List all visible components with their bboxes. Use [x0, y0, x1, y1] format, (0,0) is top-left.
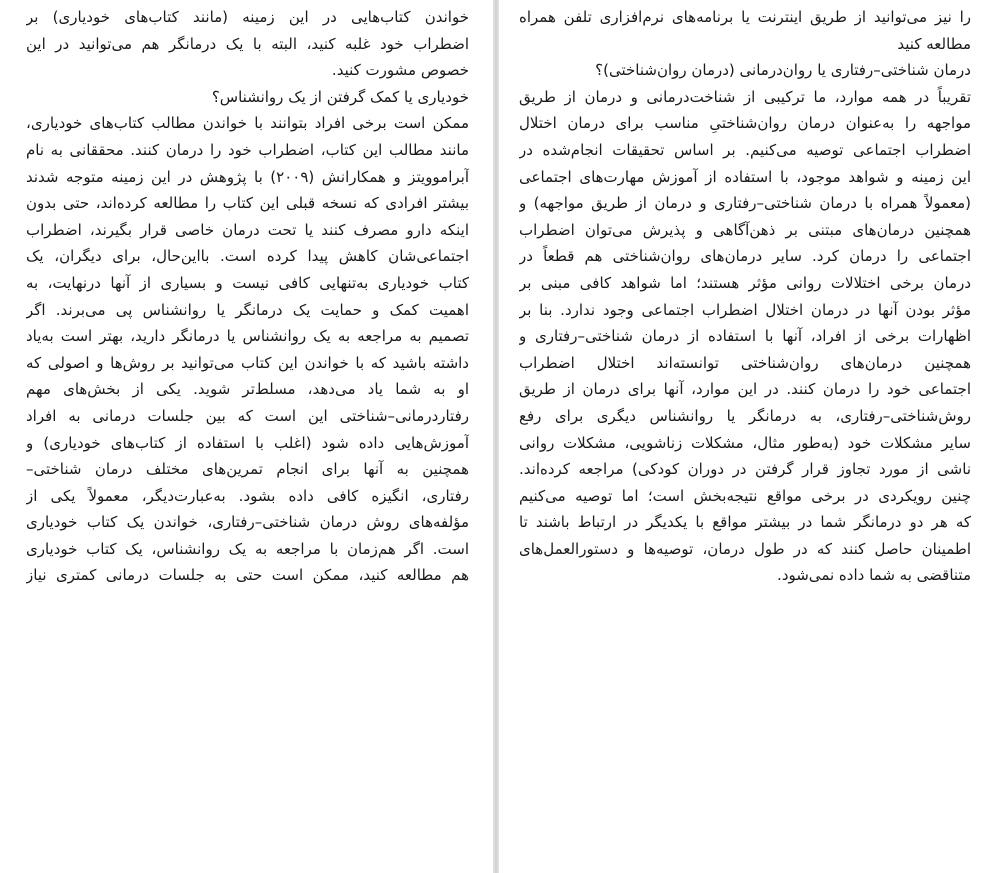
text-line: اضطراب خود غلبه کنید، البته با یک درمانگر هم می‌توانید در این: [26, 34, 469, 53]
text-line: تقریباً در همه موارد، ما ترکیبی از شناخت‌درمانی و درمان از طریق: [519, 87, 971, 106]
left-page: [0, 0, 493, 873]
text-line: مؤثر بودن آنها در درمان اختلال اضطراب اجتماعی وجود ندارد. بنا بر: [519, 300, 971, 319]
text-line: همچنین درمان‌های روان‌شناختی توانسته‌اند اختلال اضطراب: [519, 353, 971, 372]
text-line: که هر دو درمانگر شما در بیشتر مواقع با یکدیگر در ارتباط باشند تا: [519, 513, 971, 532]
text-line: رفتاردرمانی–شناختی این است که بین جلسات درمانی به افراد: [26, 406, 469, 425]
text-line: مطالعه کنید: [897, 34, 971, 53]
text-line: آموزش‌هایی داده شود (اغلب با استفاده از کتاب‌های خودیاری) و: [26, 433, 469, 452]
page-gutter: [493, 0, 499, 873]
text-line: (معمولاً همراه با درمان شناختی–رفتاری و درمان از طریق مواجهه) و: [519, 194, 971, 213]
text-line: اینکه دارو مصرف کنند یا تحت درمان خاصی قرار بگیرند، اضطراب: [26, 220, 469, 239]
text-line: ناشی از مورد تجاوز قرار گرفتن در دوران کودکی) مراجعه کرده‌اند.: [519, 460, 971, 479]
text-line: هم مطالعه کنید، ممکن است حتی به جلسات درمانی کمتری نیاز: [26, 566, 469, 585]
text-line: اجتماعی خود را درمان کنند. در این موارد، آنها برای درمان از طریق: [519, 380, 971, 399]
text-line: اضطراب اجتماعی توصیه می‌کنیم. بر اساس تحقیقات انجام‌شده در: [519, 140, 971, 159]
text-line: درمان شناختی–رفتاری یا روان‌درمانی (درمان روان‌شناختی)؟: [595, 61, 971, 80]
text-line: مواجهه را به‌عنوان درمان روان‌شناختیِ مناسب برای درمان اختلال: [519, 114, 971, 133]
text-line: مؤلفه‌های روش درمان شناختی–رفتاری، خواندن یک کتاب خودیاری: [26, 513, 469, 532]
text-line: اجتماعی‌شان کاهش پیدا کرده است. بااین‌حال، برای دیگران، یک: [26, 247, 469, 266]
text-line: داشته باشید که با خواندن این کتاب می‌توانید بر روش‌ها و اصولی که: [26, 353, 469, 372]
text-line: اطمینان حاصل کنند که در طول درمان، توصیه‌ها و دستورالعمل‌های: [519, 539, 971, 558]
text-line: درمان برخی اختلالات روانی مؤثر هستند؛ اما شواهد کافی مبنی بر: [519, 273, 971, 292]
text-line: بیشتر افرادی که نسخه قبلی این کتاب را مطالعه کرده‌اند، حتی بدون: [26, 194, 469, 213]
text-line: است. اگر هم‌زمان با مراجعه به یک روانشناس، یک کتاب خودیاری: [26, 539, 469, 558]
text-line: همچنین به آنها برای انجام تمرین‌های مختلف درمان شناختی–: [26, 460, 469, 479]
text-line: اظهارات برخی از افراد، آنها با استفاده از درمان شناختی–رفتاری و: [519, 327, 971, 346]
text-line: خواندن کتاب‌هایی در این زمینه (مانند کتاب‌های خودیاری) بر: [26, 8, 469, 26]
text-line: تصمیم به مراجعه به یک روانشناس یا درمانگر دارید، بهتر است به‌یاد: [26, 327, 469, 346]
text-line: رفتاری، انگیزه کافی داده بشود. به‌عبارت‌دیگر، معمولاً یکی از: [26, 486, 469, 505]
text-line: اهمیت کمک و حمایت یک درمانگر یا روانشناس پی می‌برند. اگر: [26, 300, 469, 319]
text-line: را نیز می‌توانید از طریق اینترنت یا برنامه‌های نرم‌افزاری تلفن همراه: [519, 8, 971, 26]
text-line: اجتماعی را درمان کرد. سایر درمان‌های روان‌شناختی هم قطعاً در: [519, 247, 971, 266]
text-line: آبراموویتز و همکارانش (۲۰۰۹) با پژوهش در این زمینه متوجه شدند: [26, 167, 469, 186]
text-line: او به شما یاد می‌دهد، مسلط‌تر شوید. یکی از بخش‌های مهم: [26, 380, 469, 399]
text-line: ممکن است برخی افراد بتوانند با خواندن مطالب کتاب‌های خودیاری،: [26, 114, 469, 133]
right-page: [499, 0, 993, 873]
text-line: کتاب خودیاری به‌تنهایی کافی نیست و بسیاری از آنها درنهایت، به: [26, 273, 469, 292]
text-line: همچنین درمان‌های مبتنی بر ذهن‌آگاهی و پذیرش می‌توان اضطراب: [519, 220, 971, 239]
text-line: مانند مطالب این کتاب، اضطراب خود را درمان کنند. محققانی به نام: [26, 140, 469, 159]
text-line: متناقضی به شما داده نمی‌شود.: [777, 566, 971, 585]
text-line: روش‌شناختی–رفتاری، به درمانگر یا روانشناس دیگری برای رفع: [519, 406, 971, 425]
text-line: خودیاری یا کمک گرفتن از یک روانشناس؟: [211, 87, 469, 106]
text-line: این زمینه و شواهد موجود، با استفاده از آموزش مهارت‌های اجتماعی: [519, 167, 971, 186]
text-line: چنین رویکردی در برخی مواقع نتیجه‌بخش است؛ اما توصیه می‌کنیم: [519, 486, 971, 505]
text-line: سایر مشکلات خود (به‌طور مثال، مشکلات زناشویی، مشکلات روانی: [519, 433, 971, 452]
text-line: خصوص مشورت کنید.: [331, 61, 469, 80]
